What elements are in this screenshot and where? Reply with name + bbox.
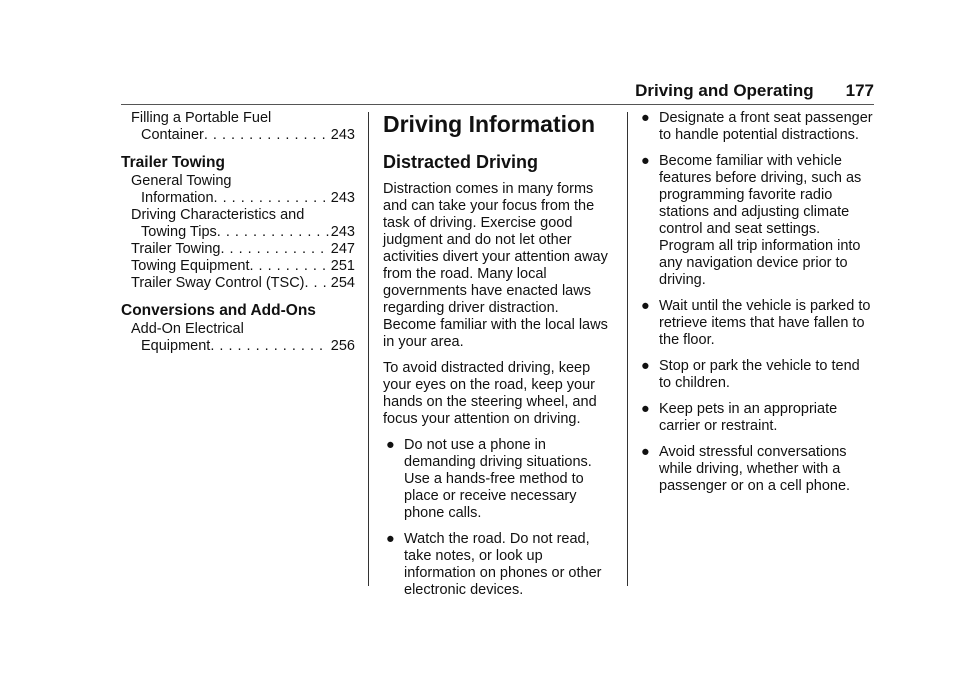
toc-column [121, 110, 355, 355]
toc-entry-line: General Towing [131, 173, 232, 189]
bullet-icon: ● [386, 437, 395, 453]
bullet-list [383, 437, 615, 599]
bullet-icon: ● [386, 531, 395, 547]
toc-page: 247 [330, 241, 355, 257]
toc-entry-line: Trailer Sway Control (TSC) [131, 275, 305, 291]
list-item-text: Become familiar with vehicle features before driving, such as programming favorite radio stations and adjusting climate control and seat settings. Program all trip information into any navigation device prior to driving. [659, 153, 862, 288]
toc-leader [220, 241, 328, 258]
toc-entry[interactable] [121, 207, 355, 241]
toc-entry[interactable] [121, 110, 355, 144]
toc-leader [250, 258, 329, 275]
toc-entry-line: Trailer Towing [131, 241, 221, 257]
toc-entry-line: Container [141, 127, 204, 143]
list-item-text: Keep pets in an appropriate carrier or restraint. [659, 401, 838, 434]
toc-leader [204, 127, 329, 144]
list-item [638, 444, 874, 495]
bullet-list [638, 110, 874, 495]
bullet-icon: ● [641, 358, 650, 374]
toc-entry[interactable] [121, 241, 355, 258]
list-item-text: Do not use a phone in demanding driving situations. Use a hands-free method to place or receive necessary phone calls. [404, 437, 592, 521]
bullet-icon: ● [641, 401, 650, 417]
main-column-2 [638, 110, 874, 504]
chapter-heading: Driving Information [383, 111, 596, 137]
toc-entry-line: Towing Tips [141, 224, 217, 240]
toc-page: 256 [330, 338, 355, 354]
column-divider [368, 112, 369, 586]
list-item [638, 358, 874, 392]
list-item [638, 401, 874, 435]
toc-leader [217, 224, 329, 241]
list-item-text: Watch the road. Do not read, take notes, or look up information on phones or other electronic devices. [404, 531, 602, 598]
bullet-icon: ● [641, 153, 650, 169]
main-column-1 [383, 110, 615, 608]
toc-leader [214, 190, 329, 207]
column-divider [627, 112, 628, 586]
bullet-icon: ● [641, 110, 650, 126]
list-item-text: Wait until the vehicle is parked to retrieve items that have fallen to the floor. [659, 298, 871, 348]
toc-entry-line: Information [141, 190, 214, 206]
toc-entry-line: Equipment [141, 338, 211, 354]
section-heading: Distracted Driving [383, 152, 539, 172]
bullet-icon: ● [641, 298, 650, 314]
toc-entry-line: Towing Equipment [131, 258, 250, 274]
toc-entry-line: Add-On Electrical [131, 321, 244, 337]
toc-entry-line: Driving Characteristics and [131, 207, 305, 223]
section-title: Driving and Operating [635, 81, 814, 100]
toc-page: 243 [330, 190, 355, 206]
toc-entry[interactable] [121, 258, 355, 275]
toc-page: 243 [330, 127, 355, 143]
list-item [638, 110, 874, 144]
toc-section-title: Trailer Towing [121, 154, 225, 171]
paragraph: Distraction comes in many forms and can take your focus from the task of driving. Exercise good judgment and do not let other activities divert your attention away from the road. Many local governments have enacted laws regarding driver distraction. Become familiar with the local laws in your area. [383, 181, 608, 350]
paragraph: To avoid distracted driving, keep your eyes on the road, keep your hands on the steering wheel, and focus your attention on driving. [383, 360, 597, 427]
page-number: 177 [845, 81, 874, 100]
page-header [121, 80, 874, 105]
toc-page: 251 [330, 258, 355, 274]
list-item-text: Designate a front seat passenger to handle potential distractions. [659, 110, 873, 143]
toc-leader [210, 338, 328, 355]
list-item [638, 298, 874, 349]
toc-entry[interactable] [121, 275, 355, 292]
toc-entry[interactable] [121, 321, 355, 355]
toc-entry[interactable] [121, 173, 355, 207]
toc-leader [305, 275, 329, 292]
bullet-icon: ● [641, 444, 650, 460]
list-item [383, 531, 615, 599]
list-item [383, 437, 615, 522]
toc-page: 243 [330, 224, 355, 240]
list-item-text: Stop or park the vehicle to tend to children. [659, 358, 860, 391]
toc-entry-line: Filling a Portable Fuel [131, 110, 272, 126]
list-item [638, 153, 874, 289]
list-item-text: Avoid stressful conversations while driving, whether with a passenger or on a cell phone. [659, 444, 851, 494]
toc-page: 254 [330, 275, 355, 291]
toc-section-title: Conversions and Add-Ons [121, 302, 316, 319]
